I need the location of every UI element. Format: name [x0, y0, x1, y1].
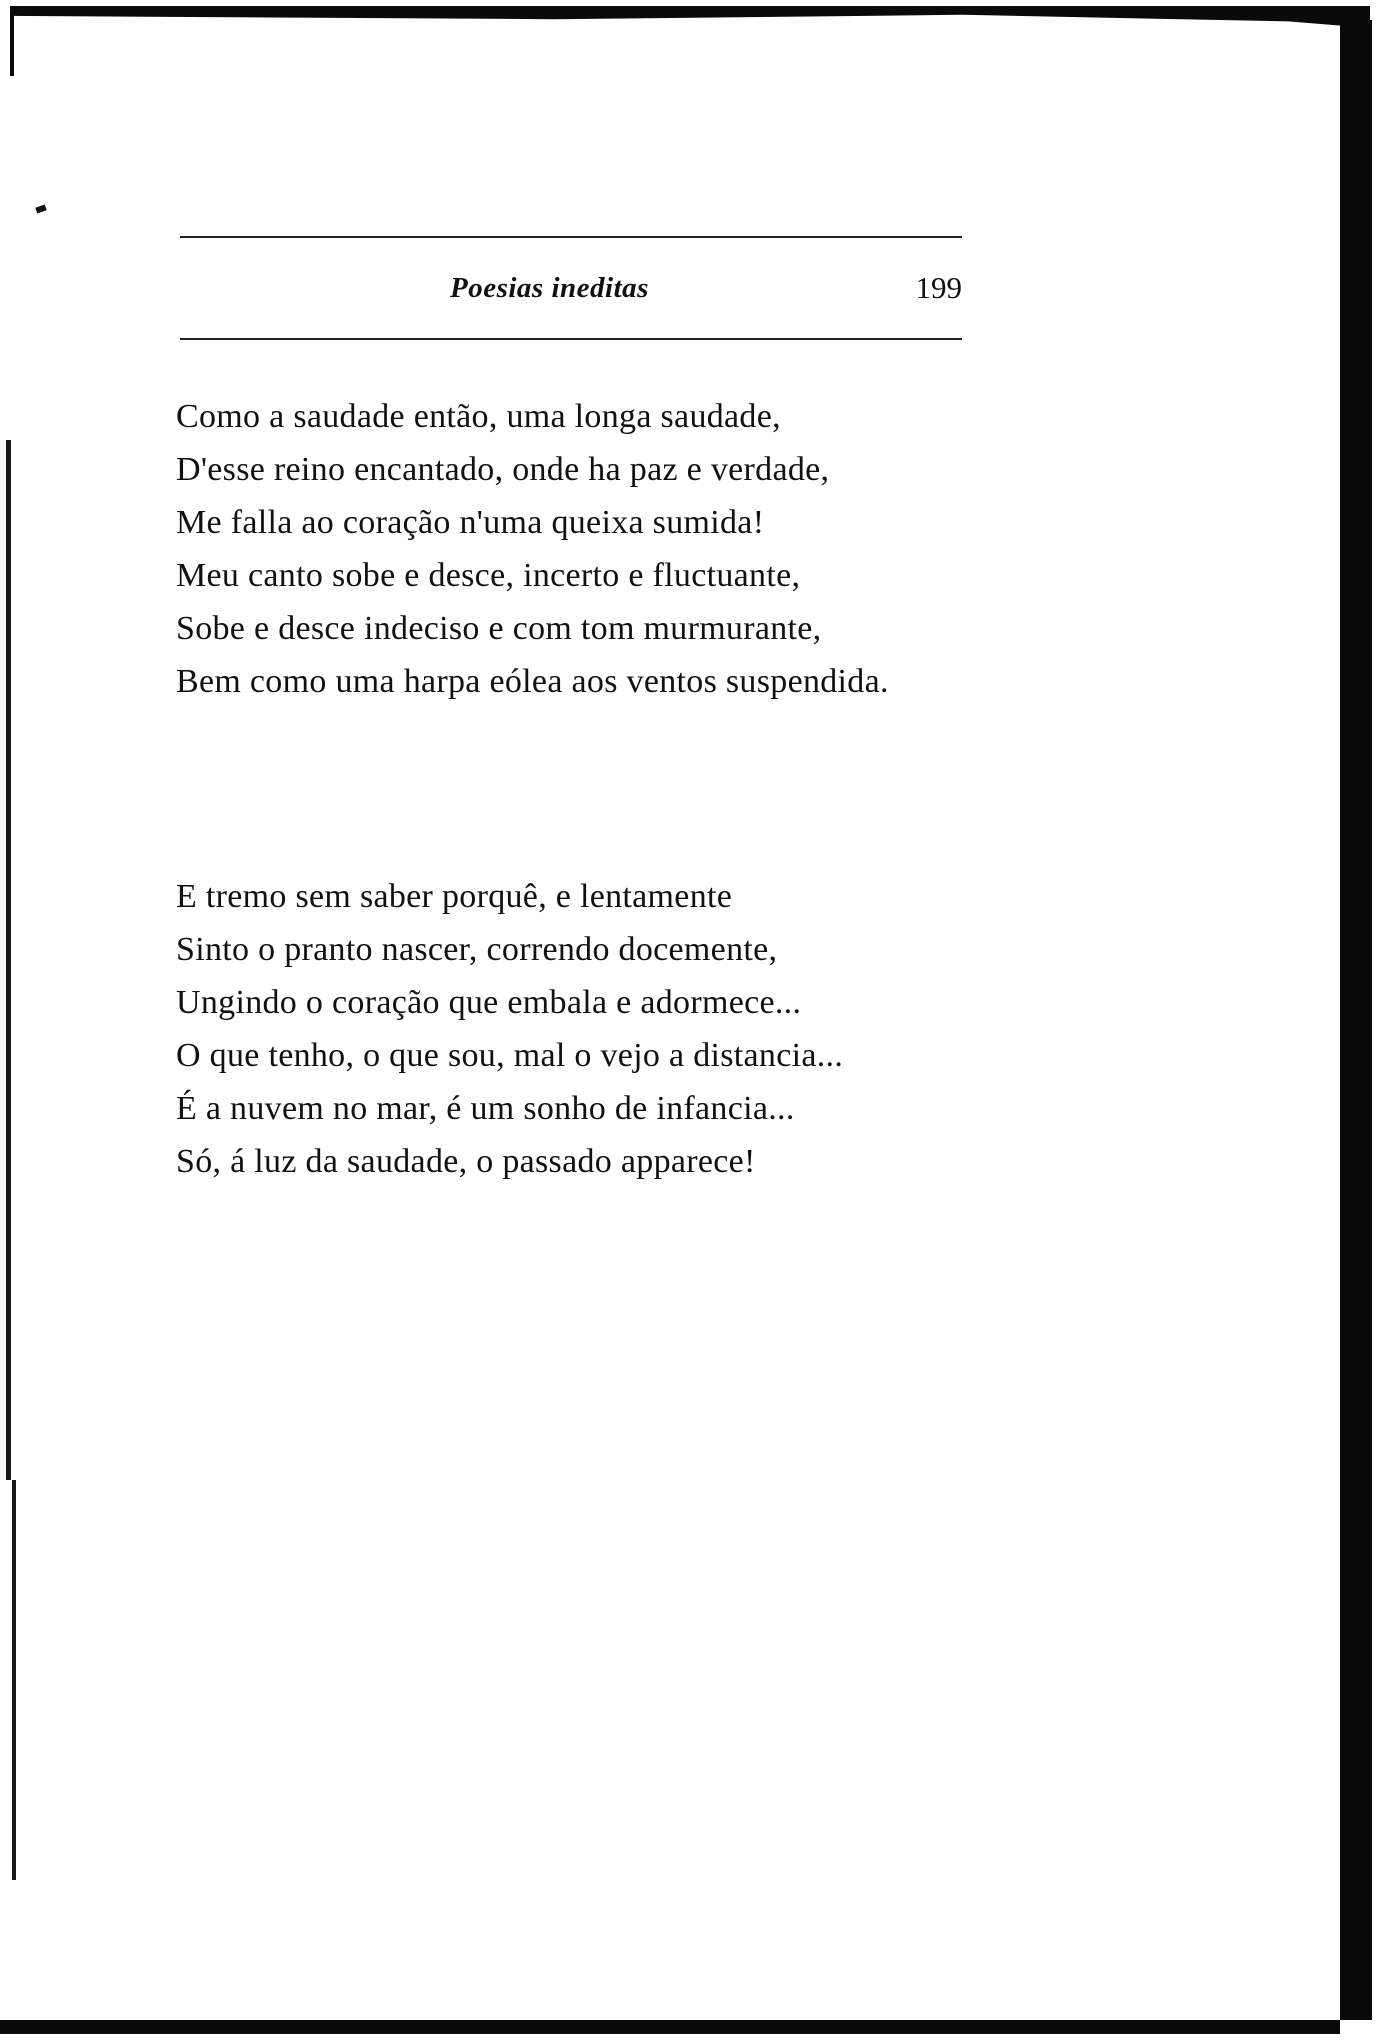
verse-line: Sobe e desce indeciso e com tom murmurante,: [176, 610, 822, 647]
verse-line: Bem como uma harpa eólea aos ventos suspendida.: [176, 663, 889, 700]
scan-border-left: [6, 440, 11, 1480]
stanza-1: [176, 390, 889, 708]
scan-border-top: [10, 6, 1370, 28]
verse-line: É a nuvem no mar, é um sonho de infancia...: [176, 1090, 795, 1127]
verse-line: Meu canto sobe e desce, incerto e fluctuante,: [176, 557, 801, 594]
verse-line: Ungindo o coração que embala e adormece...: [176, 984, 802, 1021]
scan-border-left: [10, 6, 14, 76]
page-number: 199: [915, 270, 962, 305]
verse-line: Só, á luz da saudade, o passado apparece!: [176, 1143, 756, 1180]
scan-mark: [35, 204, 46, 213]
scan-border-left: [12, 1480, 16, 1880]
header-rule-bottom: [180, 338, 962, 340]
verse-line: E tremo sem saber porquê, e lentamente: [176, 878, 733, 915]
header-rule-top: [180, 236, 962, 238]
stanza-2: [176, 870, 843, 1188]
verse-line: Sinto o pranto nascer, correndo docemente,: [176, 931, 778, 968]
running-title: Poesias ineditas: [450, 272, 649, 304]
verse-line: Me falla ao coração n'uma queixa sumida!: [176, 504, 765, 541]
running-head: [180, 266, 962, 316]
scan-border-bottom: [0, 2020, 1340, 2034]
scan-border-right: [1340, 20, 1372, 2020]
verse-line: Como a saudade então, uma longa saudade,: [176, 398, 781, 435]
verse-line: D'esse reino encantado, onde ha paz e verdade,: [176, 451, 830, 488]
verse-line: O que tenho, o que sou, mal o vejo a distancia...: [176, 1037, 844, 1074]
